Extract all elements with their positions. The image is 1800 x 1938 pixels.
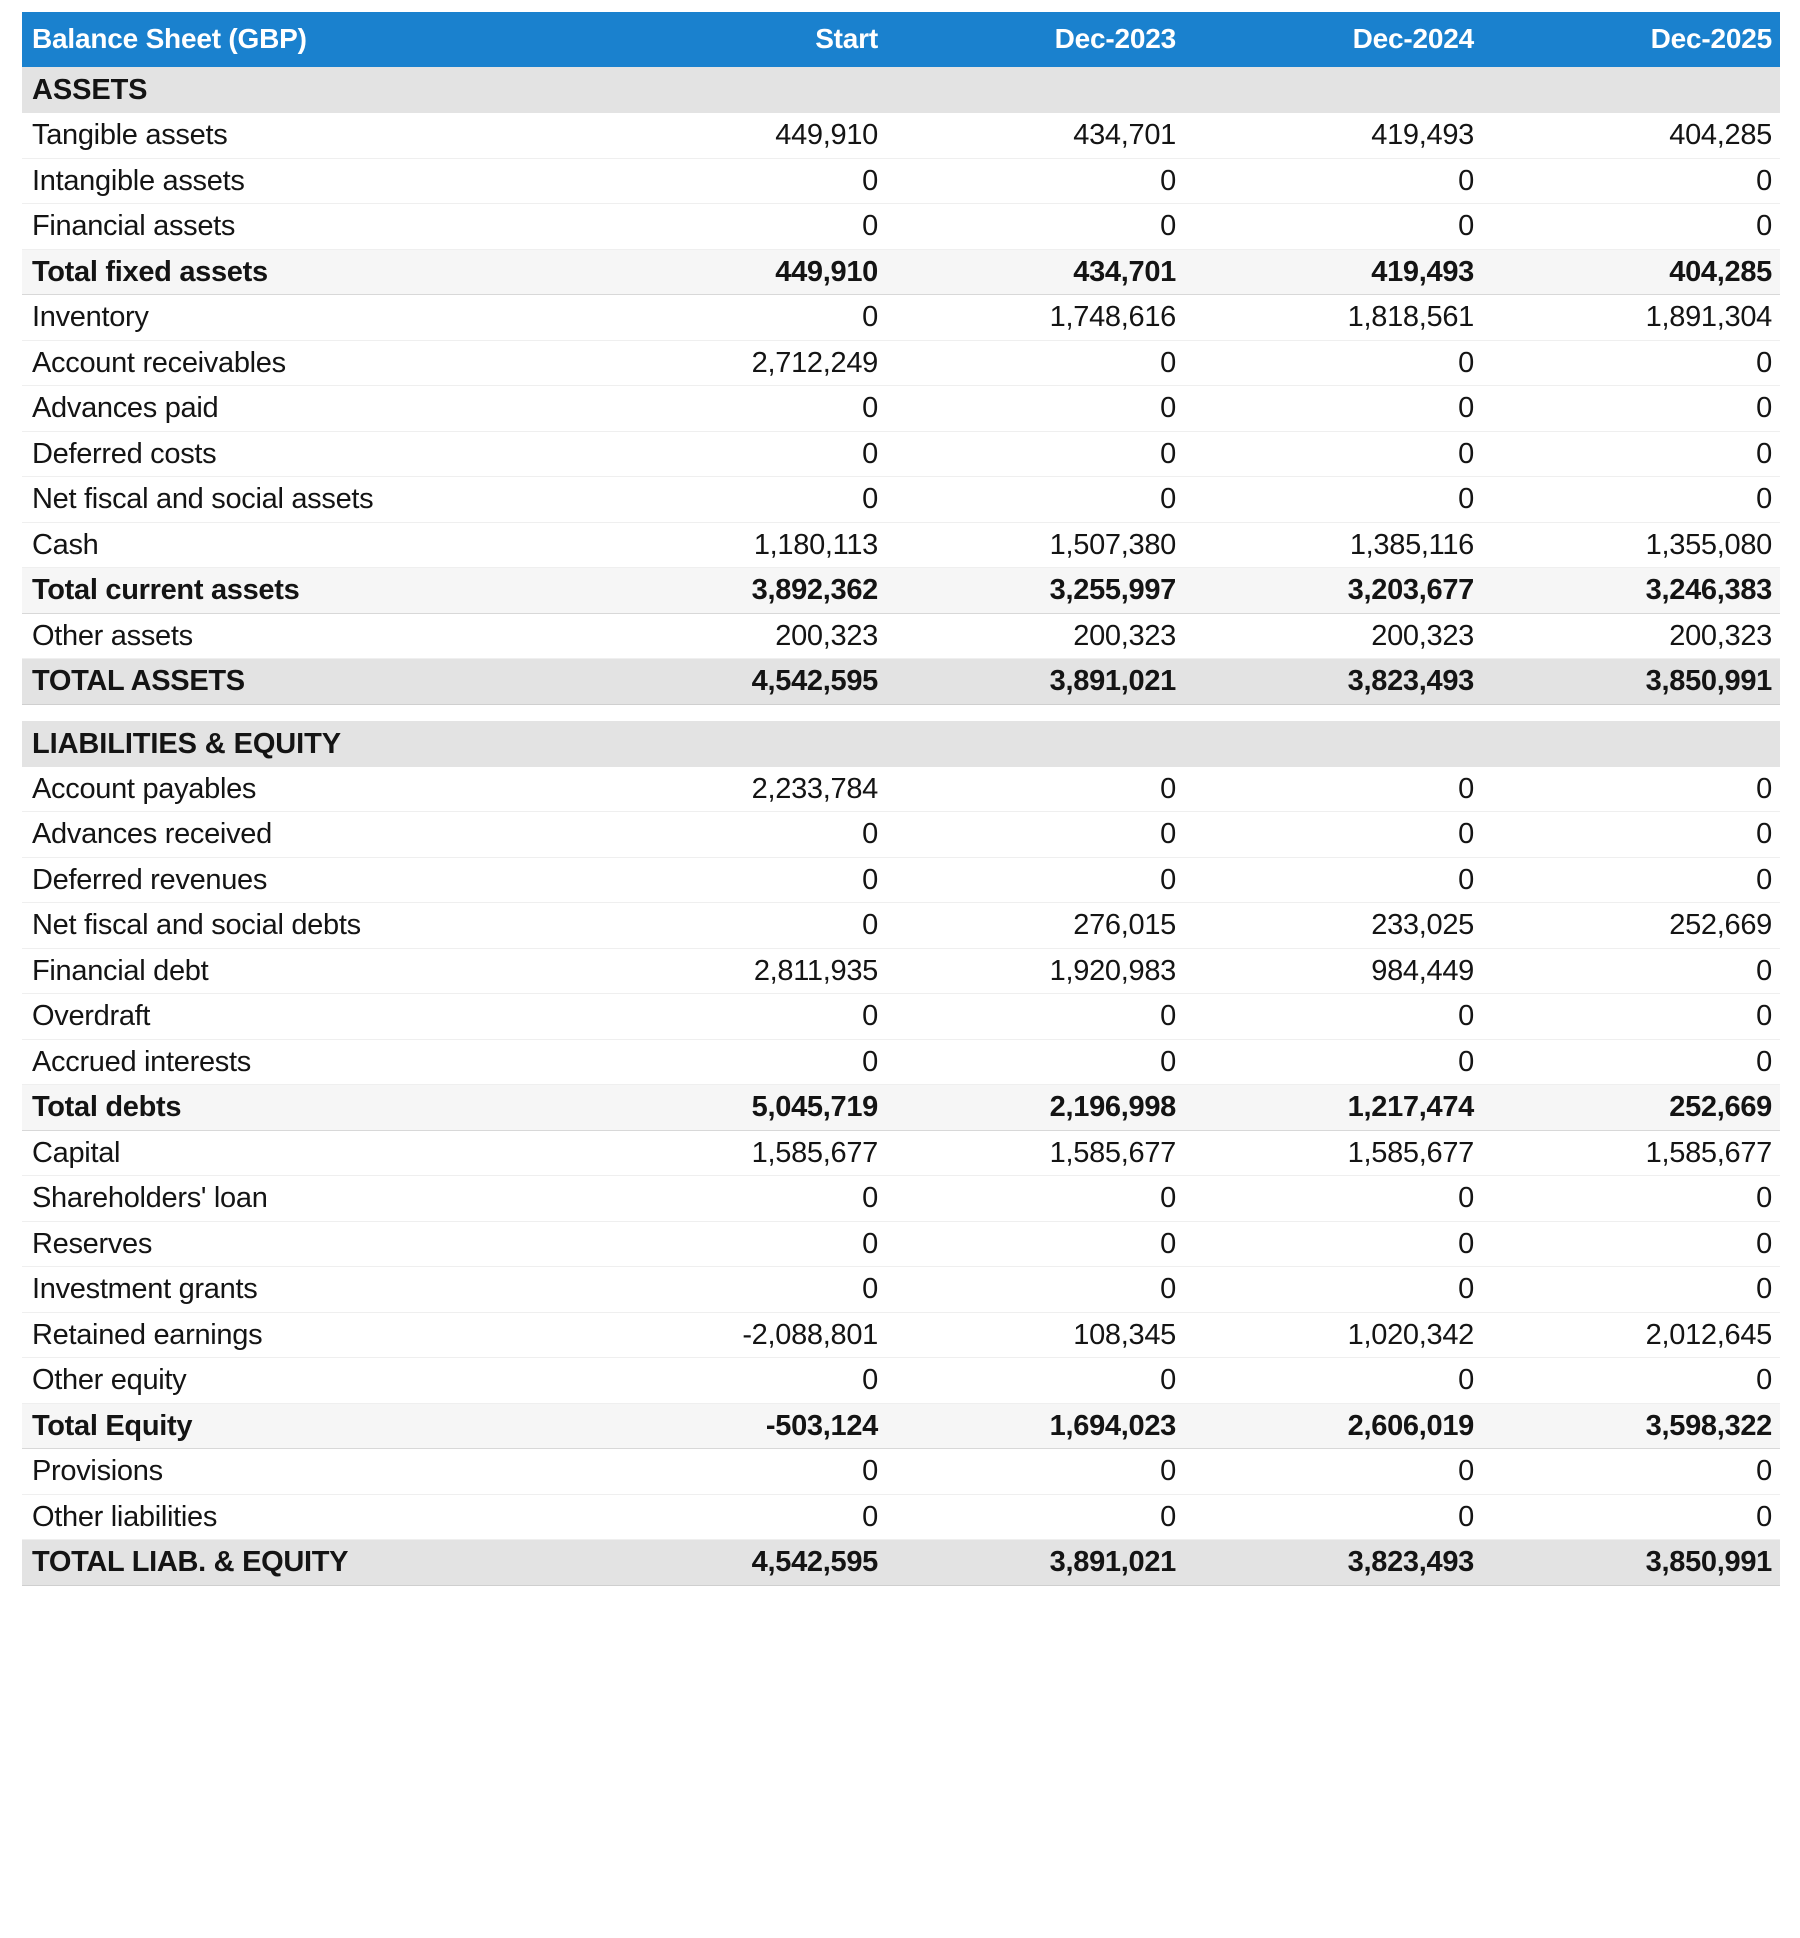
cell-value: 2,712,249	[588, 340, 886, 386]
cell-value: 0	[1482, 477, 1780, 523]
row-label: Deferred revenues	[22, 857, 588, 903]
cell-value: 0	[886, 1358, 1184, 1404]
section-header-row	[22, 67, 1780, 113]
table-row	[22, 903, 1780, 949]
cell-value: 0	[886, 1494, 1184, 1540]
cell-value: 0	[588, 158, 886, 204]
cell-value: 4,542,595	[588, 659, 886, 705]
row-label: Total fixed assets	[22, 249, 588, 295]
row-label: Retained earnings	[22, 1312, 588, 1358]
cell-value: 0	[886, 767, 1184, 812]
cell-value: 0	[1482, 204, 1780, 250]
cell-value: 449,910	[588, 249, 886, 295]
table-row	[22, 1494, 1780, 1540]
cell-value: 1,818,561	[1184, 295, 1482, 341]
row-label: TOTAL LIAB. & EQUITY	[22, 1540, 588, 1586]
cell-value: 2,233,784	[588, 767, 886, 812]
cell-value: 0	[1184, 1494, 1482, 1540]
cell-value: 1,891,304	[1482, 295, 1780, 341]
table-row	[22, 113, 1780, 158]
cell-value: 0	[1482, 1221, 1780, 1267]
table-row	[22, 857, 1780, 903]
cell-value: 419,493	[1184, 113, 1482, 158]
cell-value: 0	[886, 431, 1184, 477]
subtotal-row	[22, 1085, 1780, 1131]
cell-value: 200,323	[1482, 613, 1780, 659]
table-row	[22, 1221, 1780, 1267]
cell-value: 0	[1184, 1176, 1482, 1222]
cell-value: 0	[1184, 767, 1482, 812]
cell-value: 0	[1482, 812, 1780, 858]
row-label: Net fiscal and social debts	[22, 903, 588, 949]
cell-value: 0	[886, 204, 1184, 250]
cell-value: 0	[588, 857, 886, 903]
row-label: Account payables	[22, 767, 588, 812]
table-row	[22, 948, 1780, 994]
cell-value: 0	[1482, 767, 1780, 812]
cell-value: 0	[1184, 1449, 1482, 1495]
row-label: Net fiscal and social assets	[22, 477, 588, 523]
row-label: Inventory	[22, 295, 588, 341]
cell-value: 1,180,113	[588, 522, 886, 568]
cell-value: 1,585,677	[588, 1130, 886, 1176]
cell-value: 0	[588, 903, 886, 949]
cell-value: 0	[886, 1449, 1184, 1495]
grand-total-row	[22, 1540, 1780, 1586]
cell-value: 0	[588, 1176, 886, 1222]
cell-value: 1,355,080	[1482, 522, 1780, 568]
cell-value: 434,701	[886, 249, 1184, 295]
cell-value: 1,585,677	[1482, 1130, 1780, 1176]
cell-value: 252,669	[1482, 903, 1780, 949]
cell-value: 0	[886, 477, 1184, 523]
cell-value: 0	[886, 857, 1184, 903]
cell-value: 200,323	[1184, 613, 1482, 659]
cell-value: 233,025	[1184, 903, 1482, 949]
row-label: Reserves	[22, 1221, 588, 1267]
cell-value: 108,345	[886, 1312, 1184, 1358]
cell-value: 0	[1482, 1267, 1780, 1313]
cell-value: 0	[588, 295, 886, 341]
cell-value: 0	[1482, 1039, 1780, 1085]
cell-value	[1184, 721, 1482, 767]
cell-value: 0	[588, 812, 886, 858]
cell-value: 1,748,616	[886, 295, 1184, 341]
cell-value: 419,493	[1184, 249, 1482, 295]
table-row	[22, 295, 1780, 341]
row-label: Other assets	[22, 613, 588, 659]
cell-value: 0	[886, 386, 1184, 432]
table-row	[22, 522, 1780, 568]
cell-value	[588, 721, 886, 767]
table-header	[22, 12, 1780, 67]
row-label: Total Equity	[22, 1403, 588, 1449]
cell-value: 0	[1184, 994, 1482, 1040]
table-row	[22, 477, 1780, 523]
row-label: Total current assets	[22, 568, 588, 614]
cell-value: 0	[886, 340, 1184, 386]
cell-value: 0	[588, 477, 886, 523]
row-label: Cash	[22, 522, 588, 568]
cell-value: 0	[588, 386, 886, 432]
cell-value: 0	[1482, 857, 1780, 903]
table-row	[22, 812, 1780, 858]
subtotal-row	[22, 568, 1780, 614]
cell-value: 2,196,998	[886, 1085, 1184, 1131]
cell-value: 0	[588, 1039, 886, 1085]
column-header-dec-2025[interactable]: Dec-2025	[1482, 12, 1780, 67]
cell-value: 2,811,935	[588, 948, 886, 994]
row-label: Advances paid	[22, 386, 588, 432]
cell-value: 0	[886, 994, 1184, 1040]
row-label: Deferred costs	[22, 431, 588, 477]
cell-value: 3,255,997	[886, 568, 1184, 614]
subtotal-row	[22, 1403, 1780, 1449]
cell-value: 0	[588, 1358, 886, 1404]
cell-value: 0	[1482, 1176, 1780, 1222]
cell-value: 252,669	[1482, 1085, 1780, 1131]
cell-value	[886, 67, 1184, 113]
cell-value	[588, 67, 886, 113]
cell-value: 0	[1482, 1449, 1780, 1495]
cell-value: 1,217,474	[1184, 1085, 1482, 1131]
cell-value: 0	[588, 204, 886, 250]
table-row	[22, 1130, 1780, 1176]
section-spacer	[22, 704, 1780, 721]
table-row	[22, 1312, 1780, 1358]
header-row	[22, 12, 1780, 67]
cell-value: 1,920,983	[886, 948, 1184, 994]
cell-value: 3,850,991	[1482, 1540, 1780, 1586]
cell-value: 1,020,342	[1184, 1312, 1482, 1358]
cell-value: 3,891,021	[886, 1540, 1184, 1586]
cell-value: 0	[1184, 386, 1482, 432]
table-row	[22, 340, 1780, 386]
cell-value: 0	[1184, 1267, 1482, 1313]
cell-value: 0	[886, 1267, 1184, 1313]
cell-value: 0	[1482, 158, 1780, 204]
table-row	[22, 1449, 1780, 1495]
cell-value: 984,449	[1184, 948, 1482, 994]
cell-value: 0	[588, 994, 886, 1040]
row-label: Capital	[22, 1130, 588, 1176]
row-label: Overdraft	[22, 994, 588, 1040]
cell-value: 0	[1184, 812, 1482, 858]
cell-value: 0	[1184, 1358, 1482, 1404]
cell-value: 0	[588, 1449, 886, 1495]
cell-value: 0	[1482, 340, 1780, 386]
table-row	[22, 1267, 1780, 1313]
cell-value: 0	[1184, 158, 1482, 204]
cell-value: 200,323	[886, 613, 1184, 659]
row-label: Intangible assets	[22, 158, 588, 204]
cell-value: 0	[1482, 948, 1780, 994]
table-row	[22, 1039, 1780, 1085]
cell-value: 0	[588, 431, 886, 477]
cell-value: 276,015	[886, 903, 1184, 949]
cell-value: -2,088,801	[588, 1312, 886, 1358]
cell-value: 5,045,719	[588, 1085, 886, 1131]
cell-value: 3,850,991	[1482, 659, 1780, 705]
cell-value	[886, 721, 1184, 767]
row-label: Shareholders' loan	[22, 1176, 588, 1222]
row-label: Account receivables	[22, 340, 588, 386]
cell-value: 0	[588, 1221, 886, 1267]
cell-value: 449,910	[588, 113, 886, 158]
cell-value: 0	[1482, 1494, 1780, 1540]
cell-value: 0	[1184, 1221, 1482, 1267]
row-label: Financial debt	[22, 948, 588, 994]
cell-value: 0	[588, 1494, 886, 1540]
cell-value: 0	[886, 812, 1184, 858]
cell-value: 0	[886, 1039, 1184, 1085]
column-header-start[interactable]: Start	[588, 12, 886, 67]
column-header-dec-2024[interactable]: Dec-2024	[1184, 12, 1482, 67]
cell-value: 3,246,383	[1482, 568, 1780, 614]
cell-value: 3,203,677	[1184, 568, 1482, 614]
section-header-row	[22, 721, 1780, 767]
table-row	[22, 994, 1780, 1040]
table-row	[22, 613, 1780, 659]
table-row	[22, 204, 1780, 250]
spacer-cell	[22, 704, 1780, 721]
cell-value: 0	[1184, 340, 1482, 386]
cell-value: 0	[1482, 994, 1780, 1040]
table-row	[22, 1176, 1780, 1222]
table-body	[22, 67, 1780, 1585]
table-row	[22, 767, 1780, 812]
cell-value: 1,385,116	[1184, 522, 1482, 568]
cell-value: 0	[1482, 431, 1780, 477]
row-label: TOTAL ASSETS	[22, 659, 588, 705]
cell-value: 3,823,493	[1184, 659, 1482, 705]
row-label: Advances received	[22, 812, 588, 858]
cell-value: 0	[1482, 386, 1780, 432]
table-row	[22, 386, 1780, 432]
cell-value: 1,694,023	[886, 1403, 1184, 1449]
row-label: Accrued interests	[22, 1039, 588, 1085]
cell-value: 0	[886, 158, 1184, 204]
cell-value: 4,542,595	[588, 1540, 886, 1586]
grand-total-row	[22, 659, 1780, 705]
cell-value: 0	[886, 1221, 1184, 1267]
row-label: Other liabilities	[22, 1494, 588, 1540]
cell-value: 0	[1184, 204, 1482, 250]
cell-value: 3,892,362	[588, 568, 886, 614]
cell-value	[1482, 67, 1780, 113]
row-label: Investment grants	[22, 1267, 588, 1313]
cell-value: 1,507,380	[886, 522, 1184, 568]
row-label: Total debts	[22, 1085, 588, 1131]
cell-value: 200,323	[588, 613, 886, 659]
cell-value: 0	[886, 1176, 1184, 1222]
row-label: Tangible assets	[22, 113, 588, 158]
section-label: ASSETS	[22, 67, 588, 113]
cell-value: 1,585,677	[1184, 1130, 1482, 1176]
cell-value: 0	[1184, 477, 1482, 523]
row-label: Financial assets	[22, 204, 588, 250]
subtotal-row	[22, 249, 1780, 295]
cell-value: 0	[1184, 431, 1482, 477]
cell-value: 434,701	[886, 113, 1184, 158]
cell-value: 3,598,322	[1482, 1403, 1780, 1449]
cell-value: 404,285	[1482, 113, 1780, 158]
column-header-dec-2023[interactable]: Dec-2023	[886, 12, 1184, 67]
table-title: Balance Sheet (GBP)	[22, 12, 588, 67]
cell-value: 2,012,645	[1482, 1312, 1780, 1358]
cell-value: 0	[588, 1267, 886, 1313]
cell-value: 404,285	[1482, 249, 1780, 295]
cell-value	[1184, 67, 1482, 113]
cell-value: 2,606,019	[1184, 1403, 1482, 1449]
cell-value: 0	[1482, 1358, 1780, 1404]
table-row	[22, 431, 1780, 477]
cell-value: 0	[1184, 857, 1482, 903]
cell-value: 1,585,677	[886, 1130, 1184, 1176]
section-label: LIABILITIES & EQUITY	[22, 721, 588, 767]
cell-value: 0	[1184, 1039, 1482, 1085]
balance-sheet-table	[22, 12, 1780, 1586]
row-label: Provisions	[22, 1449, 588, 1495]
row-label: Other equity	[22, 1358, 588, 1404]
cell-value	[1482, 721, 1780, 767]
cell-value: -503,124	[588, 1403, 886, 1449]
table-row	[22, 158, 1780, 204]
cell-value: 3,823,493	[1184, 1540, 1482, 1586]
cell-value: 3,891,021	[886, 659, 1184, 705]
table-row	[22, 1358, 1780, 1404]
